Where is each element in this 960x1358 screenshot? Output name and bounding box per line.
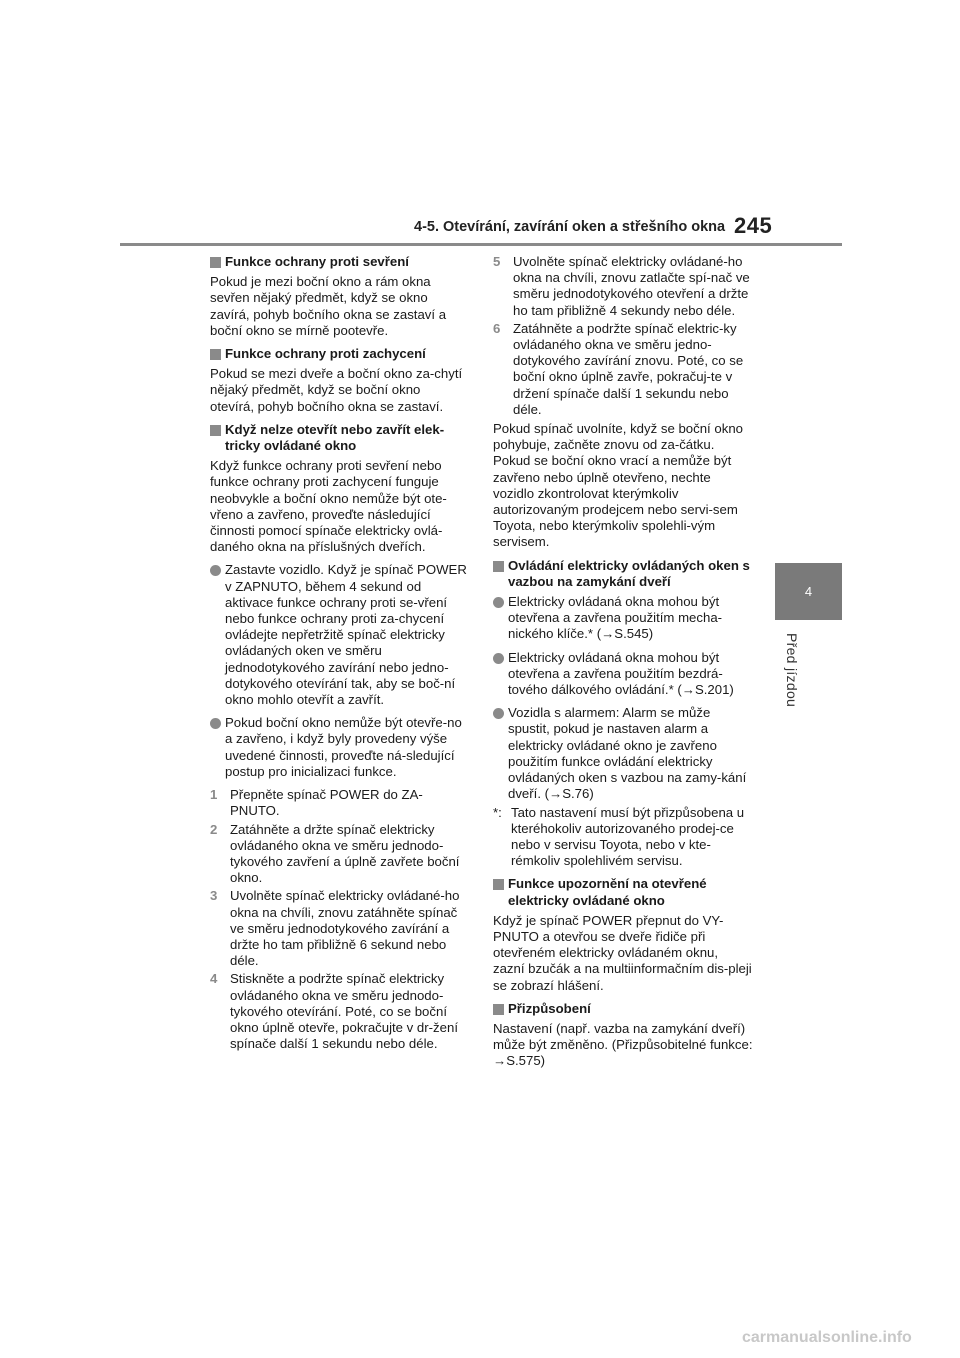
step-number: 1 (210, 787, 218, 803)
section-heading: Funkce ochrany proti sevření (210, 254, 468, 270)
square-bullet-icon (493, 561, 504, 572)
paragraph: Pokud se mezi dveře a boční okno za-chytí nějaký předmět, když se boční okno otevírá, pohyb bočního okna se zastaví. (210, 366, 463, 414)
paragraph: Nastavení (např. vazba na zamykání dveří) může být změněno. (Přizpůsobitelné funkce: →S.575) (493, 1020, 753, 1069)
section-heading: Když nelze otevřít nebo zavřít elek-tricky ovládané okno (210, 422, 468, 454)
step-item: 5 Uvolněte spínač elektricky ovládané-ho okna na chvíli, znovu zatlačte spí-nač ve směru jednodotykového otevření a držte ho tam přibližně 4 sekundy nebo déle. (493, 254, 750, 318)
square-bullet-icon (493, 1004, 504, 1015)
step-item: 4 Stiskněte a podržte spínač elektricky ovládaného okna ve směru jednodo-tykového otevírání. Poté, co se boční okno úplně otevře, pokračujte v dr-žení spínače další 1 sekundu nebo déle. (210, 971, 458, 1052)
bullet-item: Elektricky ovládaná okna mohou být otevřena a zavřena použitím bezdrá-tového dálkového ovládání.* (→S.201) (493, 650, 753, 699)
paragraph: Když funkce ochrany proti sevření nebo funkce ochrany proti zachycení funguje neobvykle a boční okno nemůže být ote-vřeno a zavřeno, proveďte následující činnosti pomocí spínače elektricky ovlá-daného okna na příslušných dveřích. (210, 458, 447, 555)
header-divider (120, 243, 842, 246)
watermark: carmanualsonline.info (742, 1329, 912, 1346)
step-item: 3 Uvolněte spínač elektricky ovládané-ho okna na chvíli, znovu zatáhněte spínač ve směru jednodotykového zavírání a držte ho tam přibližně 6 sekund nebo déle. (210, 888, 460, 969)
step-number: 5 (493, 254, 501, 269)
bullet-item: Pokud boční okno nemůže být otevře-no a zavřeno, i když byly provedeny výše uvedené činnosti, proveďte ná-sledující postup pro inicializaci funkce. (210, 715, 468, 780)
paragraph: Když je spínač POWER přepnut do VY-PNUTO a otevřou se dveře řidiče při otevřeném elektricky ovládaném oknu, zazní bzučák a na multiinformačním dis-pleji se zobrazí hlášení. (493, 912, 752, 993)
circle-bullet-icon (210, 718, 221, 729)
square-bullet-icon (210, 257, 221, 268)
left-column (210, 254, 468, 1054)
chapter-tab (775, 563, 842, 620)
chapter-side-label: Před jízdou (784, 633, 800, 708)
paragraph: Pokud spínač uvolníte, když se boční okno pohybuje, začněte znovu od za-čátku. (493, 421, 743, 453)
page-number: 245 (734, 213, 773, 238)
paragraph: Pokud se boční okno vrací a nemůže být zavřeno nebo úplně otevřeno, nechte vozidlo zkontrolovat kterýmkoliv autorizovaným prodejcem nebo servi-sem Toyota, nebo kterýmkoliv spolehli-vým servisem. (493, 453, 738, 550)
right-column (493, 254, 753, 1077)
section-heading: Přizpůsobení (493, 1001, 753, 1017)
bullet-item: Zastavte vozidlo. Když je spínač POWER v ZAPNUTO, během 4 sekund od aktivace funkce ochrany proti se-vření nebo funkce ochrany proti za-chycení ovládejte nepřetržitě spínač elektricky ovládaných oken ve směru jednodotykového zavírání nebo jedno-dotykového otevírání tak, aby se boč-ní okno mohlo otevřít a zavřít. (210, 562, 468, 708)
circle-bullet-icon (210, 565, 221, 576)
square-bullet-icon (493, 879, 504, 890)
section-heading: Funkce ochrany proti zachycení (210, 346, 468, 362)
circle-bullet-icon (493, 708, 504, 719)
step-number: 2 (210, 821, 218, 837)
step-item: 2 Zatáhněte a držte spínač elektricky ovládaného okna ve směru jednodo-tykového zavření a úplně zavřete boční okno. (210, 821, 460, 886)
footnote-mark: *: (493, 804, 502, 820)
step-number: 6 (493, 320, 501, 336)
chapter-tab-number: 4 (804, 584, 813, 599)
footnote: *: Tato nastavení musí být přizpůsobena u kteréhokoliv autorizovaného prodej-ce nebo v servisu Toyota, nebo v kte-rémkoliv spolehlivém servisu. (493, 804, 745, 869)
step-item: 6 Zatáhněte a podržte spínač elektric-ky ovládaného okna ve směru jedno-dotykového zavírání znovu. Poté, co se boční okno úplně zavře, pokračuj-te v držení spínače další 1 sekundu nebo déle. (493, 320, 744, 417)
step-item: 1 Přepněte spínač POWER do ZA-PNUTO. (210, 787, 423, 819)
circle-bullet-icon (493, 653, 504, 664)
circle-bullet-icon (493, 597, 504, 608)
square-bullet-icon (210, 425, 221, 436)
bullet-item: Elektricky ovládaná okna mohou být otevřena a zavřena použitím mecha-nického klíče.* (→S.545) (493, 594, 753, 643)
step-number: 3 (210, 888, 218, 904)
section-heading: Funkce upozornění na otevřené elektricky ovládané okno (493, 876, 753, 908)
step-number: 4 (210, 971, 218, 987)
square-bullet-icon (210, 349, 221, 360)
section-heading: Ovládání elektricky ovládaných oken s vazbou na zamykání dveří (493, 558, 753, 590)
paragraph: Pokud je mezi boční okno a rám okna sevřen nějaký předmět, když se okno zavírá, pohyb bočního okna se zastaví a boční okno se mírně pootevře. (210, 274, 447, 338)
chapter-title: 4-5. Otevírání, zavírání oken a střešního okna (414, 219, 726, 235)
bullet-item: Vozidla s alarmem: Alarm se může spustit, pokud je nastaven alarm a elektricky ovládané okno je zavřeno použitím funkce ovládání elektricky ovládaných oken s vazbou na zamy-kání dveří. (→S.76) (493, 705, 753, 802)
